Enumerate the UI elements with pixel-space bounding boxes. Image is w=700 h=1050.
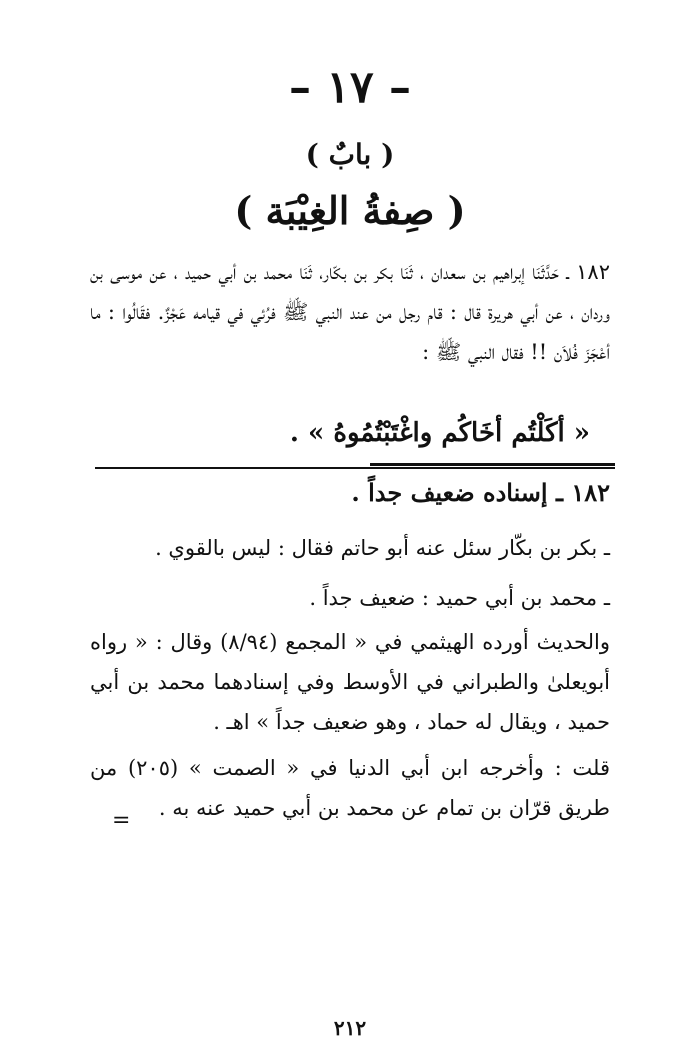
continuation-mark: = xyxy=(112,808,131,833)
takhrij-line-4: قلت : وأخرجه ابن أبي الدنيا في « الصمت » (٢٠٥) من طريق قرّان بن تمام عن محمد بن أبي حميد عنه به . xyxy=(90,756,610,820)
footnote-divider-thick xyxy=(370,463,615,466)
chapter-number: – ١٧ – xyxy=(289,62,411,113)
footnote-divider xyxy=(95,467,615,469)
takhrij-line-1: ـ بكر بن بكّار سئل عنه أبو حاتم فقال : ليس بالقوي . xyxy=(155,536,610,560)
takhrij-line-2: ـ محمد بن أبي حميد : ضعيف جداً . xyxy=(309,586,610,610)
takhrij-title: ١٨٢ ـ إسناده ضعيف جداً . xyxy=(351,478,610,507)
hadith-text: ١٨٢ ـ حَدَّثَنَا إبراهيم بن سعدان ، ثَنَا بكر بن بكّار، ثَنَا محمد بن أبي حميد ، عن موسى بن وردان ، عن أبي هريرة قال : قام رجل من عند النبي ﷺ فرُئي في قيامه عَجْزٌ. فقَالُوا : ما أعْجَزَ فُلاَن !! فقال النبي ﷺ : xyxy=(90,260,610,364)
chapter-title: ( صِفةُ الغِيْبَة ) xyxy=(234,188,466,233)
hadith-matn: « أكَلْتُم أخَاكُم واغْتَبْتُمُوهُ » . xyxy=(289,418,590,448)
takhrij-line-3: والحديث أورده الهيثمي في « المجمع (٨/٩٤) وقال : « رواه أبويعلىٰ والطبراني في الأوسط وفي إسنادهما محمد بن أبي حميد ، ويقال له حماد ، وهو ضعيف جداً » اهـ . xyxy=(90,630,610,734)
page-number: ٢١٢ xyxy=(333,1016,367,1040)
bab-label: ( بابٌ ) xyxy=(305,138,395,171)
